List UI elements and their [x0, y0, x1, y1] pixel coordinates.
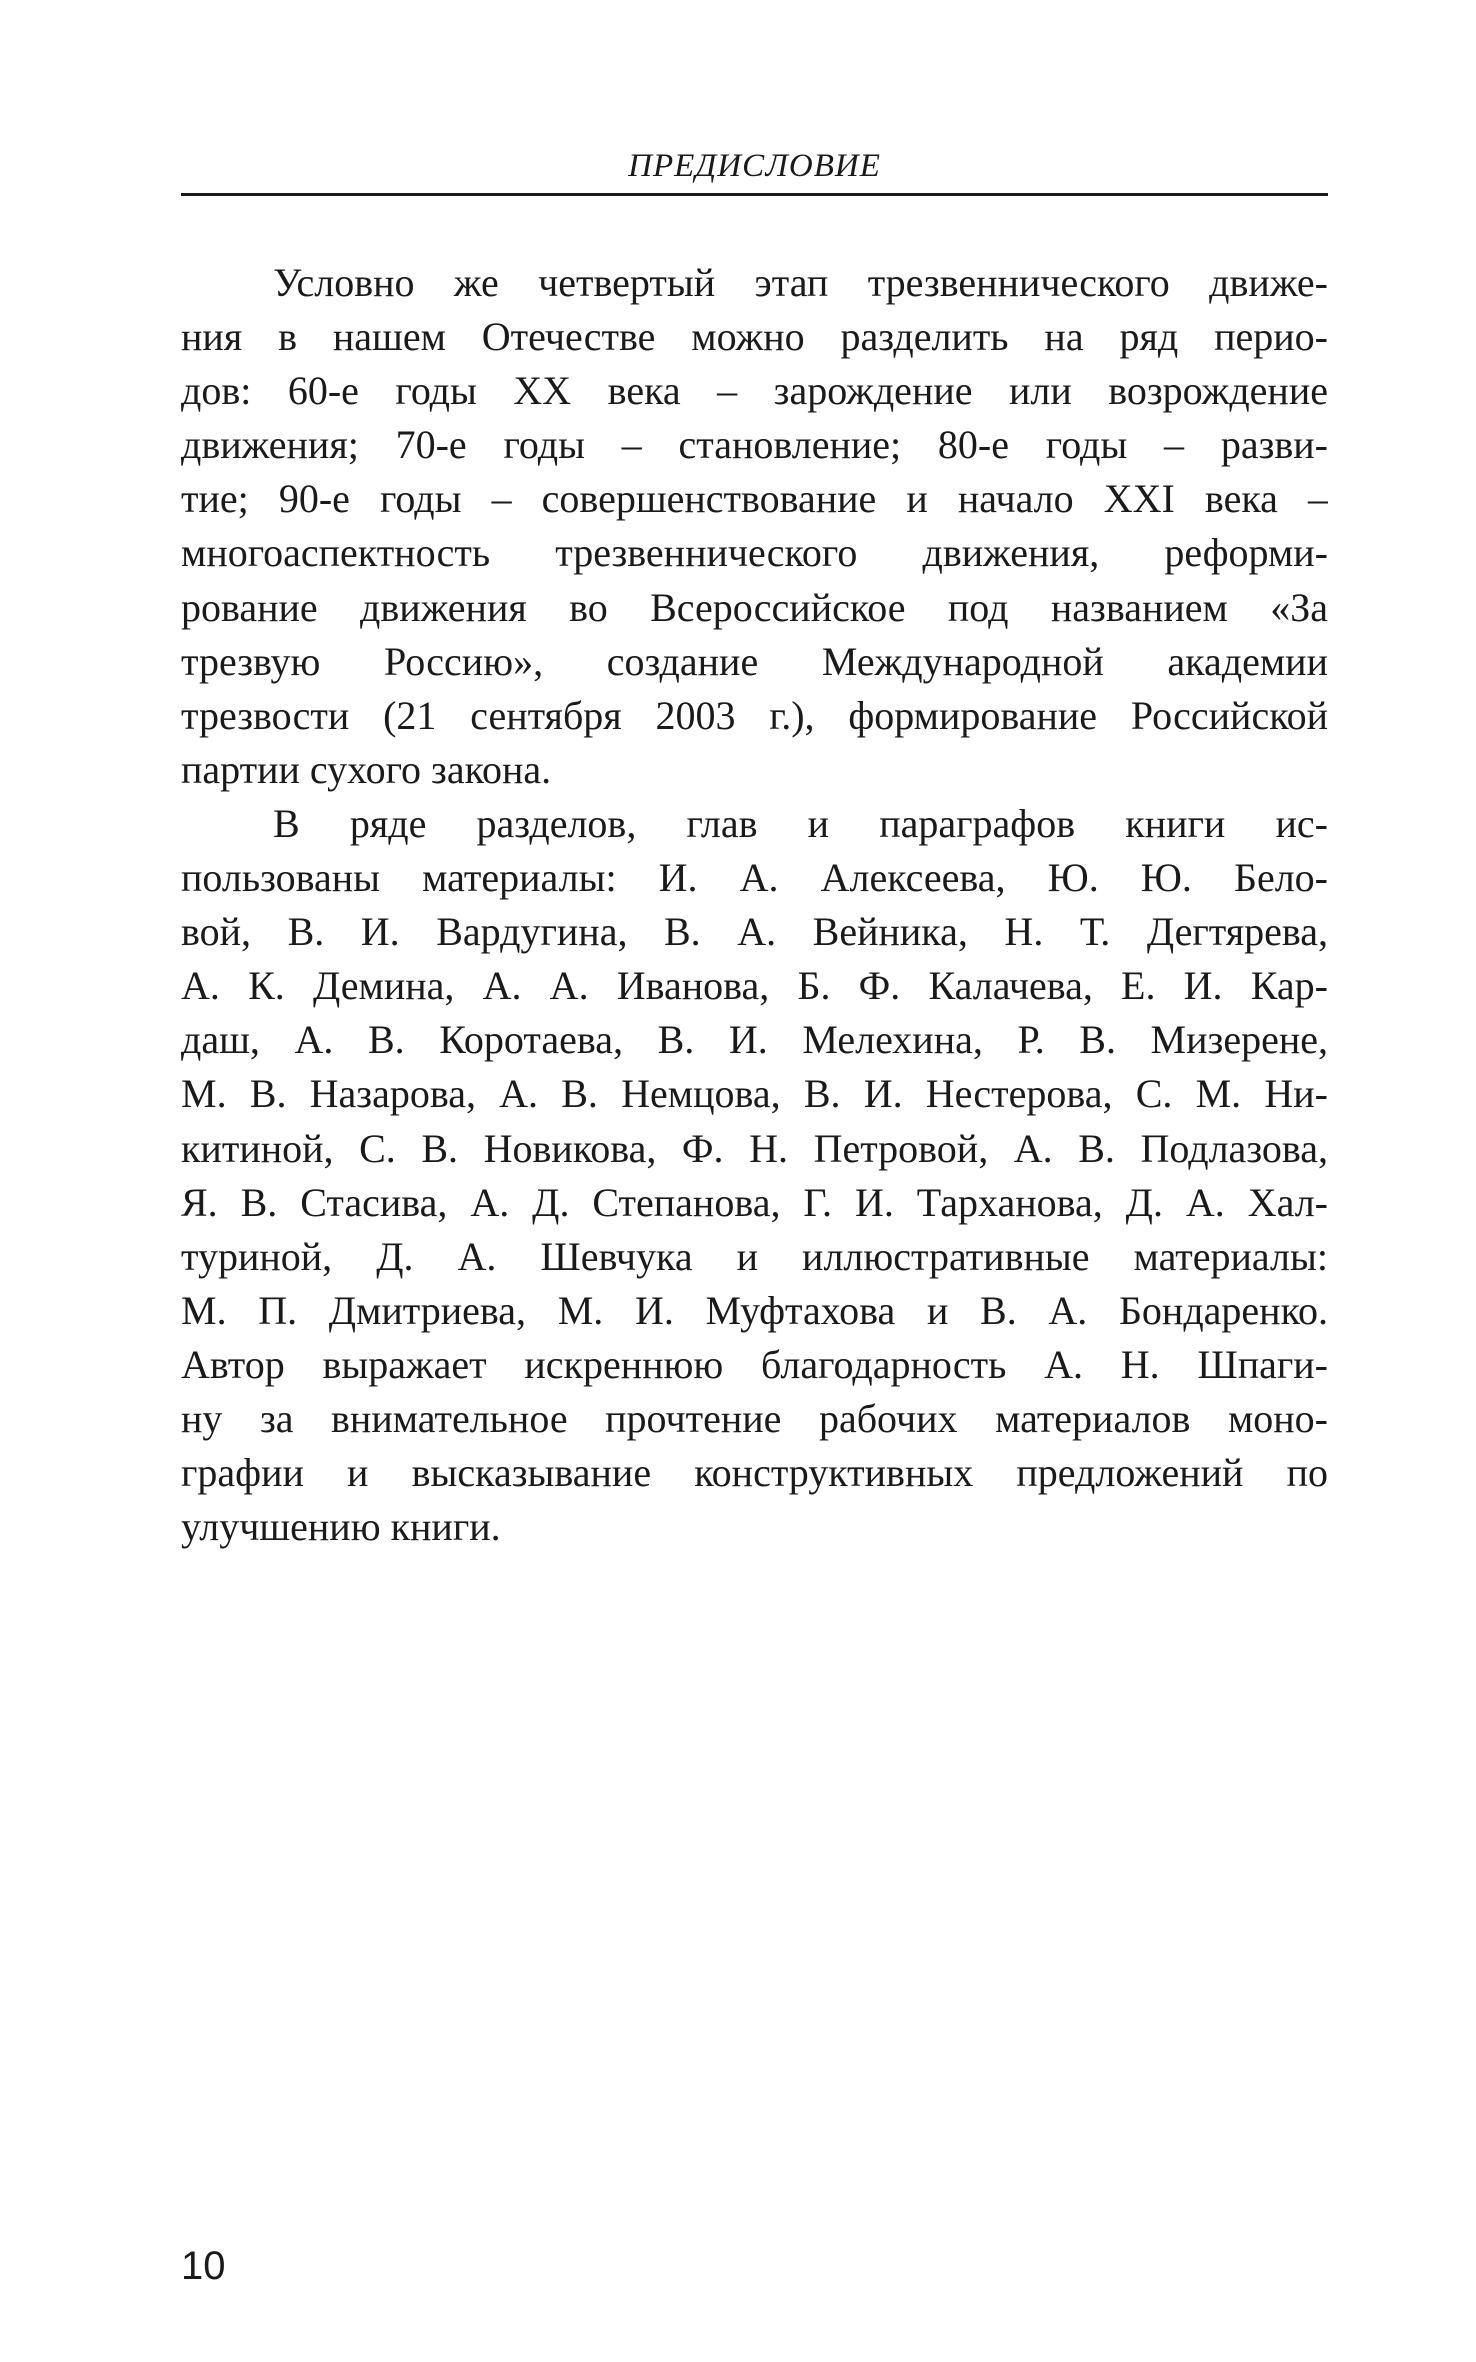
text-line: многоаспектность трезвеннического движения, реформи-: [181, 530, 1328, 576]
text-line: трезвости (21 сентября 2003 г.), формирование Российской: [181, 692, 1328, 738]
text-line: М. В. Назарова, А. В. Немцова, В. И. Нестерова, С. М. Ни-: [181, 1071, 1328, 1117]
text-line: тие; 90-е годы – совершенствование и начало XXI века –: [181, 476, 1328, 522]
running-head: ПРЕДИСЛОВИЕ: [628, 148, 881, 184]
text-line: даш, А. В. Коротаева, В. И. Мелехина, Р. В. Мизерене,: [181, 1017, 1328, 1063]
paragraph: [181, 256, 1328, 797]
text-line: туриной, Д. А. Шевчука и иллюстративные материалы:: [181, 1233, 1328, 1279]
text-line: А. К. Демина, А. А. Иванова, Б. Ф. Калачева, Е. И. Кар-: [181, 963, 1328, 1009]
header-rule: [181, 193, 1328, 196]
text-line: Автор выражает искреннюю благодарность А. Н. Шпаги-: [181, 1341, 1328, 1387]
text-line: движения; 70-е годы – становление; 80-е годы – разви-: [181, 422, 1328, 468]
text-line: Условно же четвертый этап трезвеннического движе-: [273, 260, 1328, 305]
paragraph: [181, 797, 1328, 1554]
text-line: ну за внимательное прочтение рабочих материалов моно-: [181, 1395, 1328, 1441]
text-line: партии сухого закона.: [181, 746, 552, 792]
page-number: 10: [181, 2244, 226, 2288]
text-line: китиной, С. В. Новикова, Ф. Н. Петровой, А. В. Подлазова,: [181, 1125, 1328, 1171]
text-line: трезвую Россию», создание Международной академии: [181, 638, 1328, 684]
body-text: [181, 256, 1328, 1554]
text-line: В ряде разделов, глав и параграфов книги ис-: [273, 800, 1328, 846]
text-line: М. П. Дмитриева, М. И. Муфтахова и В. А. Бондаренко.: [181, 1287, 1328, 1333]
text-line: вой, В. И. Вардугина, В. А. Вейника, Н. Т. Дегтярева,: [181, 909, 1328, 955]
text-line: графии и высказывание конструктивных предложений по: [181, 1450, 1328, 1496]
text-line: ния в нашем Отечестве можно разделить на ряд перио-: [181, 314, 1328, 360]
text-line: рование движения во Всероссийское под названием «За: [181, 584, 1328, 630]
text-line: дов: 60-е годы XX века – зарождение или возрождение: [181, 368, 1328, 414]
text-line: пользованы материалы: И. А. Алексеева, Ю. Ю. Бело-: [181, 855, 1328, 901]
text-line: Я. В. Стасива, А. Д. Степанова, Г. И. Тарханова, Д. А. Хал-: [181, 1179, 1328, 1225]
text-line: улучшению книги.: [181, 1504, 501, 1550]
